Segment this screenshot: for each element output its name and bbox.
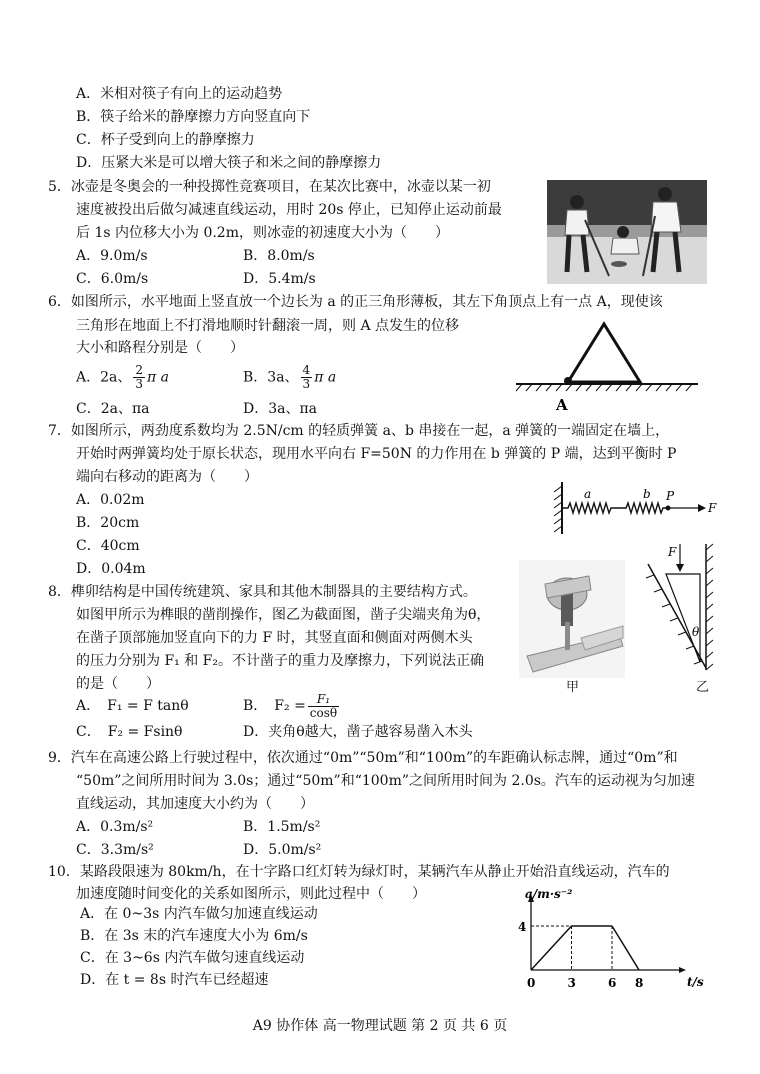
q4-option-a: A．米相对筷子有向上的运动趋势 bbox=[76, 86, 283, 102]
q8-option-d: D．夹角θ越大，凿子越容易凿入木头 bbox=[243, 724, 473, 740]
q9-option-b: B．1.5m/s² bbox=[243, 819, 321, 835]
q9-stem-line1: 9．汽车在高速公路上行驶过程中，依次通过“0m”“50m”和“100m”的车距确认标志牌，通过“0m”和 bbox=[48, 750, 678, 766]
y-axis-label: a/m·s⁻² bbox=[525, 888, 573, 901]
q10-option-b: B．在 3s 末的汽车速度大小为 6m/s bbox=[80, 928, 308, 944]
x-tick-label: 6 bbox=[608, 976, 617, 990]
q5-option-a: A．9.0m/s bbox=[76, 248, 148, 264]
force-f-label: F bbox=[708, 501, 717, 515]
curling-photo bbox=[547, 180, 707, 284]
q7-option-d: D．0.04m bbox=[76, 561, 146, 577]
q7-option-a: A．0.02m bbox=[76, 492, 145, 508]
q9-option-c: C．3.3m/s² bbox=[76, 842, 154, 858]
q9-stem-line3: 直线运动，其加速度大小约为（ ） bbox=[76, 796, 314, 812]
q8-option-a: A． F₁ = F tanθ bbox=[76, 698, 189, 714]
q10-stem-line1: 10．某路段限速为 80km/h，在十字路口红灯转为绿灯时，某辆汽车从静止开始沿直线运动，汽车的 bbox=[48, 864, 670, 880]
q6-stem-line3: 大小和路程分别是（ ） bbox=[76, 340, 244, 356]
point-a-label: A bbox=[556, 396, 568, 414]
q5-stem-line2: 速度被投出后做匀减速直线运动，用时 20s 停止，已知停止运动前最 bbox=[76, 202, 502, 218]
page-footer: A9 协作体 高一物理试题 第 2 页 共 6 页 bbox=[252, 1018, 508, 1034]
q7-stem-line1: 7．如图所示，两劲度系数均为 2.5N/cm 的轻质弹簧 a、b 串接在一起，a 弹簧的一端固定在墙上， bbox=[48, 423, 670, 439]
q8-stem-line4: 的压力分别为 F₁ 和 F₂。不计凿子的重力及摩擦力，下列说法正确 bbox=[76, 653, 485, 669]
q10-option-c: C．在 3~6s 内汽车做匀速直线运动 bbox=[80, 950, 305, 966]
q6-stem-line2: 三角形在地面上不打滑地顺时针翻滚一周，则 A 点发生的位移 bbox=[76, 318, 460, 334]
q6-option-d: D．3a、πa bbox=[243, 401, 318, 417]
data-segment bbox=[531, 926, 572, 970]
chart-axes bbox=[518, 888, 704, 990]
q9-option-a: A．0.3m/s² bbox=[76, 819, 154, 835]
spring-b-label: b bbox=[643, 487, 651, 501]
q5-option-d: D．5.4m/s bbox=[243, 271, 316, 287]
q10-option-a: A．在 0~3s 内汽车做匀加速直线运动 bbox=[80, 906, 318, 922]
x-tick-label: 8 bbox=[635, 976, 644, 990]
q10-option-d: D．在 t = 8s 时汽车已经超速 bbox=[80, 972, 269, 988]
q5-stem-line1: 5．冰壶是冬奥会的一种投掷性竞赛项目，在某次比赛中，冰壶以某一初 bbox=[48, 179, 491, 195]
q6-option-b: B．3a、 $\frac{4}{3}$ π a bbox=[243, 363, 337, 391]
y-tick-label: 4 bbox=[518, 920, 527, 934]
q5-option-b: B．8.0m/s bbox=[243, 248, 315, 264]
spring-a-label: a bbox=[584, 487, 592, 501]
q5-stem-line3: 后 1s 内位移大小为 0.2m，则冰壶的初速度大小为（ ） bbox=[76, 225, 449, 241]
acceleration-time-chart bbox=[515, 888, 715, 1000]
q7-option-b: B．20cm bbox=[76, 515, 140, 531]
spring-figure bbox=[548, 478, 718, 538]
theta-label: θ bbox=[692, 625, 700, 639]
point-p-label: P bbox=[666, 489, 675, 503]
q6-option-c: C．2a、πa bbox=[76, 401, 150, 417]
q6-stem-line1: 6．如图所示，水平地面上竖直放一个边长为 a 的正三角形薄板，其左下角顶点上有一点 A，现使该 bbox=[48, 294, 663, 310]
q7-stem-line2: 开始时两弹簧均处于原长状态，现用水平向右 F=50N 的力作用在 b 弹簧的 P 端，达到平衡时 P bbox=[76, 446, 677, 462]
q7-option-c: C．40cm bbox=[76, 538, 140, 554]
q5-option-c: C．6.0m/s bbox=[76, 271, 149, 287]
x-tick-label: 0 bbox=[527, 976, 536, 990]
chisel-photo bbox=[519, 560, 625, 678]
triangle-figure bbox=[512, 318, 712, 418]
q6-option-a: A．2a、 $\frac{2}{3}$ π a bbox=[76, 363, 170, 391]
q4-option-d: D．压紧大米是可以增大筷子和米之间的静摩擦力 bbox=[76, 155, 382, 171]
q8-stem-line3: 在凿子顶部施加竖直向下的力 F 时，其竖直面和侧面对两侧木头 bbox=[76, 630, 473, 646]
force-f-label-b: F bbox=[668, 545, 677, 559]
q8-stem-line2: 如图甲所示为榫眼的凿削操作，图乙为截面图，凿子尖端夹角为θ， bbox=[76, 607, 491, 623]
x-axis-label: t/s bbox=[687, 975, 704, 989]
chart-marks bbox=[531, 926, 639, 970]
q7-stem-line3: 端向右移动的距离为（ ） bbox=[76, 469, 258, 485]
data-segment bbox=[612, 926, 639, 970]
q8-option-c: C． F₂ = Fsinθ bbox=[76, 724, 183, 740]
q8-stem-line5: 的是（ ） bbox=[76, 676, 160, 692]
q8-option-b: B． F₂ = $\frac{\text{F₁}}{\cos\theta}$ bbox=[243, 691, 338, 720]
figure-jia-label: 甲 bbox=[566, 680, 580, 695]
x-axis-arrow bbox=[679, 967, 686, 973]
chisel-section-figure bbox=[640, 540, 720, 676]
q4-option-c: C．杯子受到向上的静摩擦力 bbox=[76, 132, 255, 148]
q8-stem-line1: 8．榫卯结构是中国传统建筑、家具和其他木制器具的主要结构方式。 bbox=[48, 584, 477, 600]
q4-option-b: B．筷子给米的静摩擦力方向竖直向下 bbox=[76, 109, 311, 125]
q9-option-d: D．5.0m/s² bbox=[243, 842, 322, 858]
q9-stem-line2: “50m”之间所用时间为 3.0s；通过“50m”和“100m”之间所用时间为 2.0s。汽车的运动视为匀加速 bbox=[76, 773, 695, 789]
q10-stem-line2: 加速度随时间变化的关系如图所示，则此过程中（ ） bbox=[76, 886, 426, 902]
x-tick-label: 3 bbox=[567, 976, 576, 990]
figure-yi-label: 乙 bbox=[696, 680, 710, 695]
